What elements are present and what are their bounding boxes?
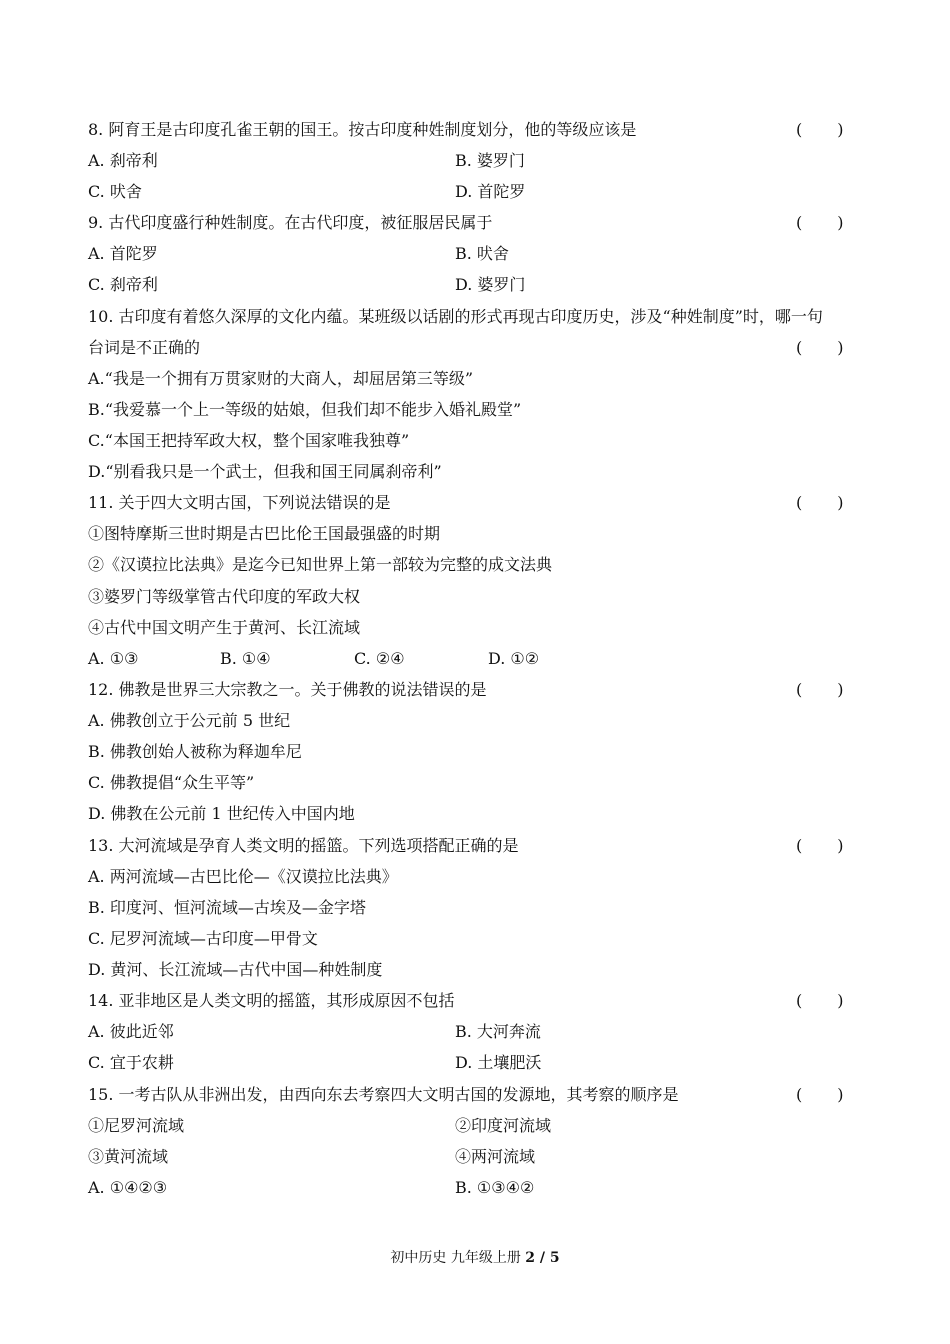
question-10-stem: 10. 古印度有着悠久深厚的文化内蕴。某班级以话剧的形式再现古印度历史，涉及“种姓制度”时，哪一句 — [88, 307, 823, 326]
option-a: A. 佛教创立于公元前 5 世纪 — [88, 711, 291, 730]
option-b: B. 婆罗门 — [455, 151, 525, 170]
option-a: A. 彼此近邻 — [88, 1022, 174, 1041]
option-d: D. 首陀罗 — [455, 182, 526, 201]
footer-subject: 初中历史 九年级上册 — [390, 1250, 526, 1266]
statement-4: ④古代中国文明产生于黄河、长江流域 — [88, 618, 361, 637]
option-c: C. 宜于农耕 — [88, 1053, 174, 1072]
answer-paren: ( ) — [796, 680, 845, 699]
option-b: B.“我爱慕一个上一等级的姑娘，但我们却不能步入婚礼殿堂” — [88, 400, 522, 419]
option-b: B. ①④ — [220, 649, 271, 668]
option-a: A.“我是一个拥有万贯家财的大商人，却屈居第三等级” — [88, 369, 474, 388]
option-a: A. 两河流域—古巴比伦—《汉谟拉比法典》 — [88, 867, 398, 886]
question-11-stem: 11. 关于四大文明古国，下列说法错误的是 — [88, 493, 391, 512]
option-d: D. 黄河、长江流域—古代中国—种姓制度 — [88, 960, 383, 979]
option-d: D.“别看我只是一个武士，但我和国王同属刹帝利” — [88, 462, 442, 481]
option-a: A. 首陀罗 — [88, 244, 158, 263]
option-a: A. ①③ — [88, 649, 139, 668]
question-14-stem: 14. 亚非地区是人类文明的摇篮，其形成原因不包括 — [88, 991, 455, 1010]
statement-1: ①尼罗河流域 — [88, 1116, 185, 1135]
option-a: A. ①④②③ — [88, 1178, 168, 1197]
page-footer — [0, 1247, 950, 1267]
option-c: C.“本国王把持军政大权，整个国家唯我独尊” — [88, 431, 410, 450]
answer-paren: ( ) — [796, 1085, 845, 1104]
option-b: B. ①③④② — [455, 1178, 535, 1197]
question-13-stem: 13. 大河流域是孕育人类文明的摇篮。下列选项搭配正确的是 — [88, 836, 519, 855]
question-9-stem: 9. 古代印度盛行种姓制度。在古代印度，被征服居民属于 — [88, 213, 493, 232]
page-number: 2 / 5 — [525, 1250, 560, 1266]
statement-4: ④两河流域 — [455, 1147, 536, 1166]
answer-paren: ( ) — [796, 120, 845, 139]
statement-2: ②印度河流域 — [455, 1116, 552, 1135]
answer-paren: ( ) — [796, 493, 845, 512]
option-c: C. 吠舍 — [88, 182, 142, 201]
option-d: D. 土壤肥沃 — [455, 1053, 542, 1072]
option-c: C. 佛教提倡“众生平等” — [88, 773, 255, 792]
option-c: C. 尼罗河流域—古印度—甲骨文 — [88, 929, 318, 948]
option-c: C. ②④ — [354, 649, 405, 668]
question-12-stem: 12. 佛教是世界三大宗教之一。关于佛教的说法错误的是 — [88, 680, 487, 699]
option-d: D. 婆罗门 — [455, 275, 526, 294]
option-b: B. 大河奔流 — [455, 1022, 541, 1041]
option-d: D. 佛教在公元前 1 世纪传入中国内地 — [88, 804, 355, 823]
statement-3: ③黄河流域 — [88, 1147, 169, 1166]
question-15-stem: 15. 一考古队从非洲出发，由西向东去考察四大文明古国的发源地，其考察的顺序是 — [88, 1085, 679, 1104]
statement-1: ①图特摩斯三世时期是古巴比伦王国最强盛的时期 — [88, 524, 441, 543]
option-c: C. 刹帝利 — [88, 275, 158, 294]
option-b: B. 吠舍 — [455, 244, 509, 263]
answer-paren: ( ) — [796, 836, 845, 855]
statement-2: ②《汉谟拉比法典》是迄今已知世界上第一部较为完整的成文法典 — [88, 555, 553, 574]
option-b: B. 佛教创始人被称为释迦牟尼 — [88, 742, 302, 761]
answer-paren: ( ) — [796, 991, 845, 1010]
option-d: D. ①② — [488, 649, 540, 668]
question-8-stem: 8. 阿育王是古印度孔雀王朝的国王。按古印度种姓制度划分，他的等级应该是 — [88, 120, 637, 139]
statement-3: ③婆罗门等级掌管古代印度的军政大权 — [88, 587, 361, 606]
option-b: B. 印度河、恒河流域—古埃及—金字塔 — [88, 898, 366, 917]
question-10-stem-cont: 台词是不正确的 — [88, 338, 201, 357]
answer-paren: ( ) — [796, 213, 845, 232]
answer-paren: ( ) — [796, 338, 845, 357]
option-a: A. 刹帝利 — [88, 151, 158, 170]
